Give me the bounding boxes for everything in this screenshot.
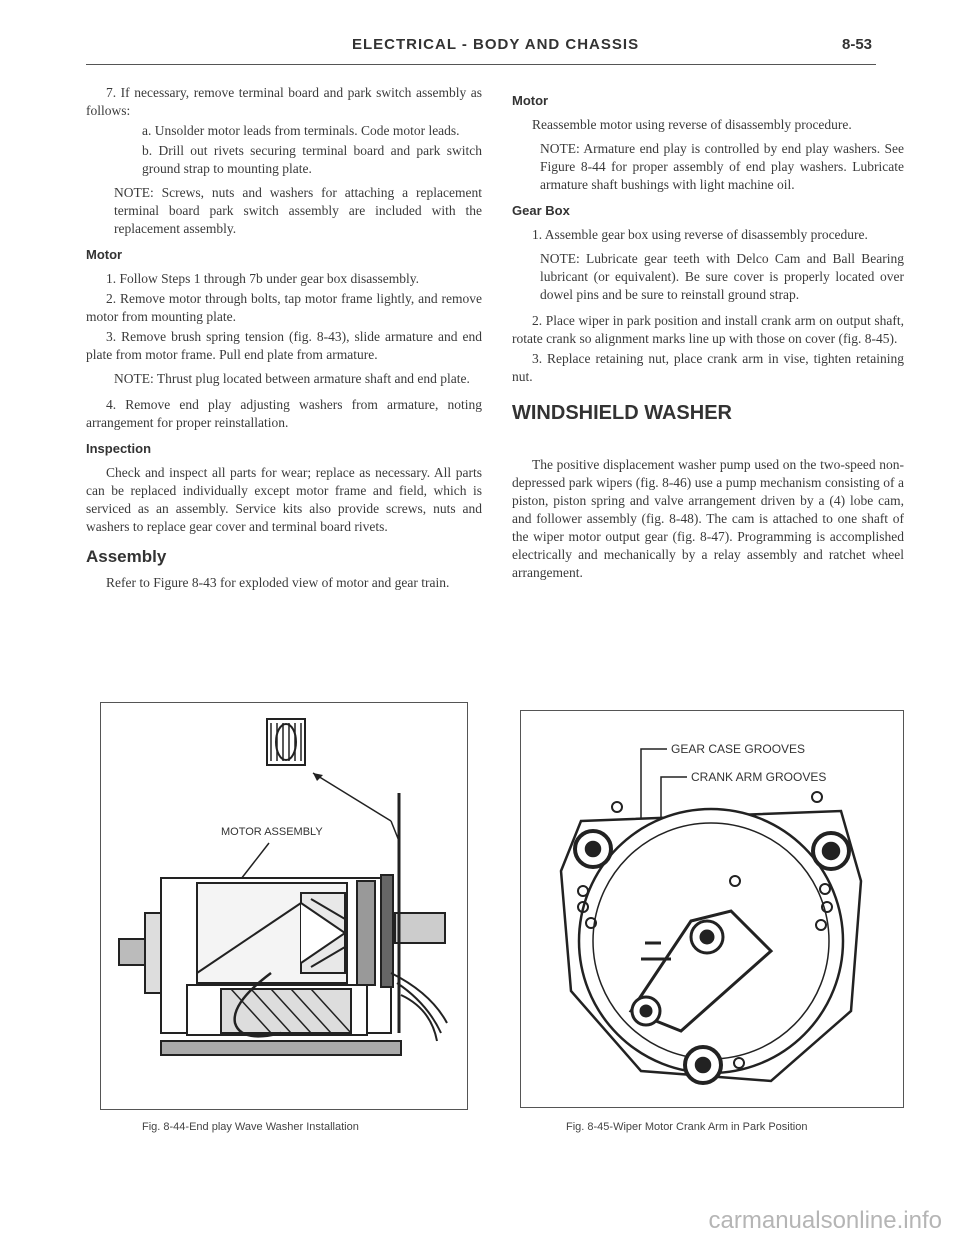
motor-step-3: 3. Remove brush spring tension (fig. 8-43), slide armature and end plate from motor frame. Pull end plate from armature. <box>86 329 482 362</box>
step-7: 7. If necessary, remove terminal board and park switch assembly as follows: <box>86 85 482 118</box>
assembly-heading: Assembly <box>86 547 167 566</box>
figure-crank-arm-park <box>520 710 904 1108</box>
windshield-washer-text: The positive displacement washer pump used on the two-speed non-depressed park wipers (fig. 8-46) use a pump mechanism consisting of a piston, piston spring and valve arrangement driven by a (4) lobe cam, and follower assembly (fig. 8-48). The cam is attached to one shaft of the wiper motor output gear (fig. 8-47). Programming is accomplished electrically and mechanically by a relay assembly and ratchet wheel arrangement. <box>512 457 904 580</box>
gear-case-grooves-label: GEAR CASE GROOVES <box>671 742 806 756</box>
page-number: 8-53 <box>842 36 873 53</box>
step-7b: b. Drill out rivets securing terminal board and park switch ground strap to mounting plate. <box>142 143 482 176</box>
gear-box-step-2: 2. Place wiper in park position and install crank arm on output shaft, rotate crank so alignment marks line up with those on cover (fig. 8-45). <box>512 313 904 346</box>
figure-caption-8-44: Fig. 8-44-End play Wave Washer Installation <box>142 1121 359 1133</box>
gear-box-step-1: 1. Assemble gear box using reverse of disassembly procedure. <box>532 227 868 242</box>
windshield-washer-heading: WINDSHIELD WASHER <box>512 402 732 424</box>
right-column <box>512 84 904 584</box>
gear-box-heading: Gear Box <box>512 203 570 218</box>
assembly-text: Refer to Figure 8-43 for exploded view of motor and gear train. <box>106 575 450 590</box>
gear-box-step-3: 3. Replace retaining nut, place crank arm in vise, tighten retaining nut. <box>512 351 904 384</box>
crank-arm-grooves-label: CRANK ARM GROOVES <box>691 770 827 784</box>
note-armature-end-play: NOTE: Armature end play is controlled by end play washers. See Figure 8-44 for proper assembly of end play washers. Lubricate armature shaft bushings with light machine oil. <box>540 141 904 192</box>
note-thrust-plug: NOTE: Thrust plug located between armature shaft and end plate. <box>114 371 470 386</box>
watermark: carmanualsonline.info <box>708 1207 942 1234</box>
figure-caption-8-45: Fig. 8-45-Wiper Motor Crank Arm in Park Position <box>566 1121 808 1133</box>
page-title: ELECTRICAL - BODY AND CHASSIS <box>352 36 640 53</box>
motor-reassembly-text: Reassemble motor using reverse of disassembly procedure. <box>532 117 852 132</box>
inspection-heading: Inspection <box>86 441 152 456</box>
inspection-text: Check and inspect all parts for wear; replace as necessary. All parts can be replaced individually except motor frame and field, which is serviced as an assembly. Service kits also provide screws, nuts and washers to replace gear cover and terminal board rivets. <box>86 465 482 534</box>
note-lubricate-gear: NOTE: Lubricate gear teeth with Delco Cam and Ball Bearing lubricant (or equivalent). Be sure cover is properly located over dowel pins and be sure to reinstall ground strap. <box>540 251 904 302</box>
motor-assembly-label: MOTOR ASSEMBLY <box>221 826 323 838</box>
motor-heading: Motor <box>86 247 123 262</box>
note-replacement-hardware: NOTE: Screws, nuts and washers for attaching a replacement terminal board park switch assembly are included with the replacement assembly. <box>114 185 482 236</box>
motor-step-4: 4. Remove end play adjusting washers from armature, noting arrangement for proper reinstallation. <box>86 397 482 430</box>
header-rule <box>86 64 876 65</box>
crank-arm-illustration <box>521 711 903 1107</box>
motor-step-1: 1. Follow Steps 1 through 7b under gear box disassembly. <box>106 271 419 286</box>
step-7a: a. Unsolder motor leads from terminals. Code motor leads. <box>142 123 460 138</box>
page-header <box>0 36 960 68</box>
motor-reassembly-heading: Motor <box>512 93 549 108</box>
left-column <box>86 84 482 594</box>
figure-end-play-washer <box>100 702 468 1110</box>
motor-step-2: 2. Remove motor through bolts, tap motor frame lightly, and remove motor from mounting plate. <box>86 291 482 324</box>
motor-assembly-illustration <box>101 703 467 1109</box>
